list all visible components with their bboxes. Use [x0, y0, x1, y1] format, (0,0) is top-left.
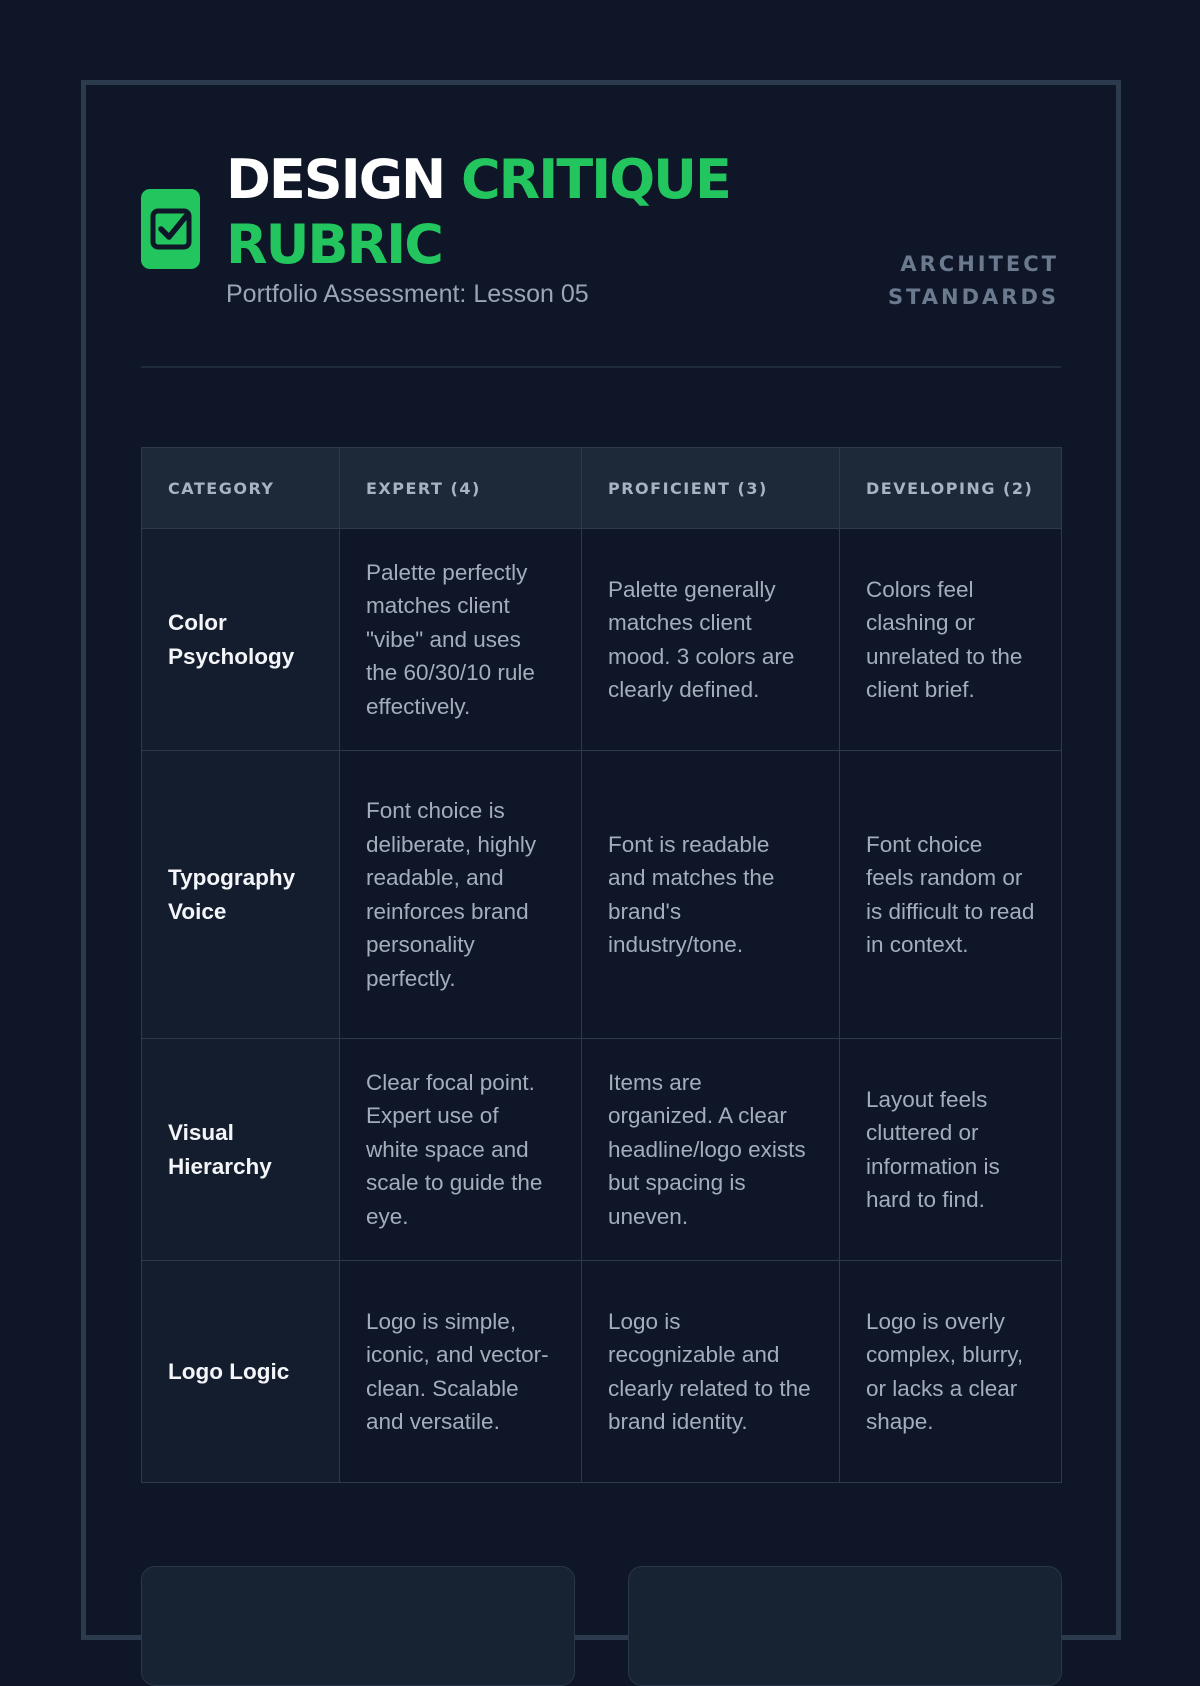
- row-developing: Layout feels cluttered or information is hard to find.: [840, 1039, 1062, 1261]
- summary-cards: [141, 1566, 1061, 1666]
- row-developing: Font choice feels random or is difficult to read in context.: [840, 751, 1062, 1039]
- row-expert: Font choice is deliberate, highly readable, and reinforces brand personality perfectly.: [340, 751, 582, 1039]
- summary-card-right: [628, 1566, 1062, 1686]
- row-category: Color Psychology: [142, 529, 340, 751]
- row-expert: Palette perfectly matches client "vibe" and uses the 60/30/10 rule effectively.: [340, 529, 582, 751]
- title-white: DESIGN: [226, 148, 445, 211]
- row-proficient: Logo is recognizable and clearly related to the brand identity.: [582, 1261, 840, 1483]
- column-header-expert: EXPERT (4): [340, 448, 582, 529]
- row-developing: Colors feel clashing or unrelated to the client brief.: [840, 529, 1062, 751]
- page-title: [226, 147, 846, 277]
- rubric-frame: [81, 80, 1121, 1640]
- badge-line-2: STANDARDS: [887, 285, 1059, 309]
- row-expert: Logo is simple, iconic, and vector-clean. Scalable and versatile.: [340, 1261, 582, 1483]
- checkbox-check-icon: [141, 189, 200, 269]
- column-header-proficient: PROFICIENT (3): [582, 448, 840, 529]
- standards-badge: [888, 248, 1059, 314]
- column-header-developing: DEVELOPING (2): [840, 448, 1062, 529]
- table-row: [142, 1039, 1062, 1261]
- page-subtitle: Portfolio Assessment: Lesson 05: [226, 280, 589, 308]
- rubric-table: [141, 447, 1062, 1483]
- row-proficient: Palette generally matches client mood. 3 colors are clearly defined.: [582, 529, 840, 751]
- row-category: Typography Voice: [142, 751, 340, 1039]
- table-row: [142, 1261, 1062, 1483]
- row-proficient: Font is readable and matches the brand's industry/tone.: [582, 751, 840, 1039]
- row-expert: Clear focal point. Expert use of white space and scale to guide the eye.: [340, 1039, 582, 1261]
- summary-card-left: [141, 1566, 575, 1686]
- table-header-row: [142, 448, 1062, 529]
- badge-line-1: ARCHITECT: [900, 252, 1059, 276]
- header-divider: [141, 366, 1061, 368]
- table-row: [142, 529, 1062, 751]
- header: [141, 145, 1061, 360]
- row-category: Visual Hierarchy: [142, 1039, 340, 1261]
- row-category: Logo Logic: [142, 1261, 340, 1483]
- row-proficient: Items are organized. A clear headline/logo exists but spacing is uneven.: [582, 1039, 840, 1261]
- column-header-category: CATEGORY: [142, 448, 340, 529]
- table-row: [142, 751, 1062, 1039]
- row-developing: Logo is overly complex, blurry, or lacks a clear shape.: [840, 1261, 1062, 1483]
- title-green: CRITIQUE RUBRIC: [226, 148, 730, 276]
